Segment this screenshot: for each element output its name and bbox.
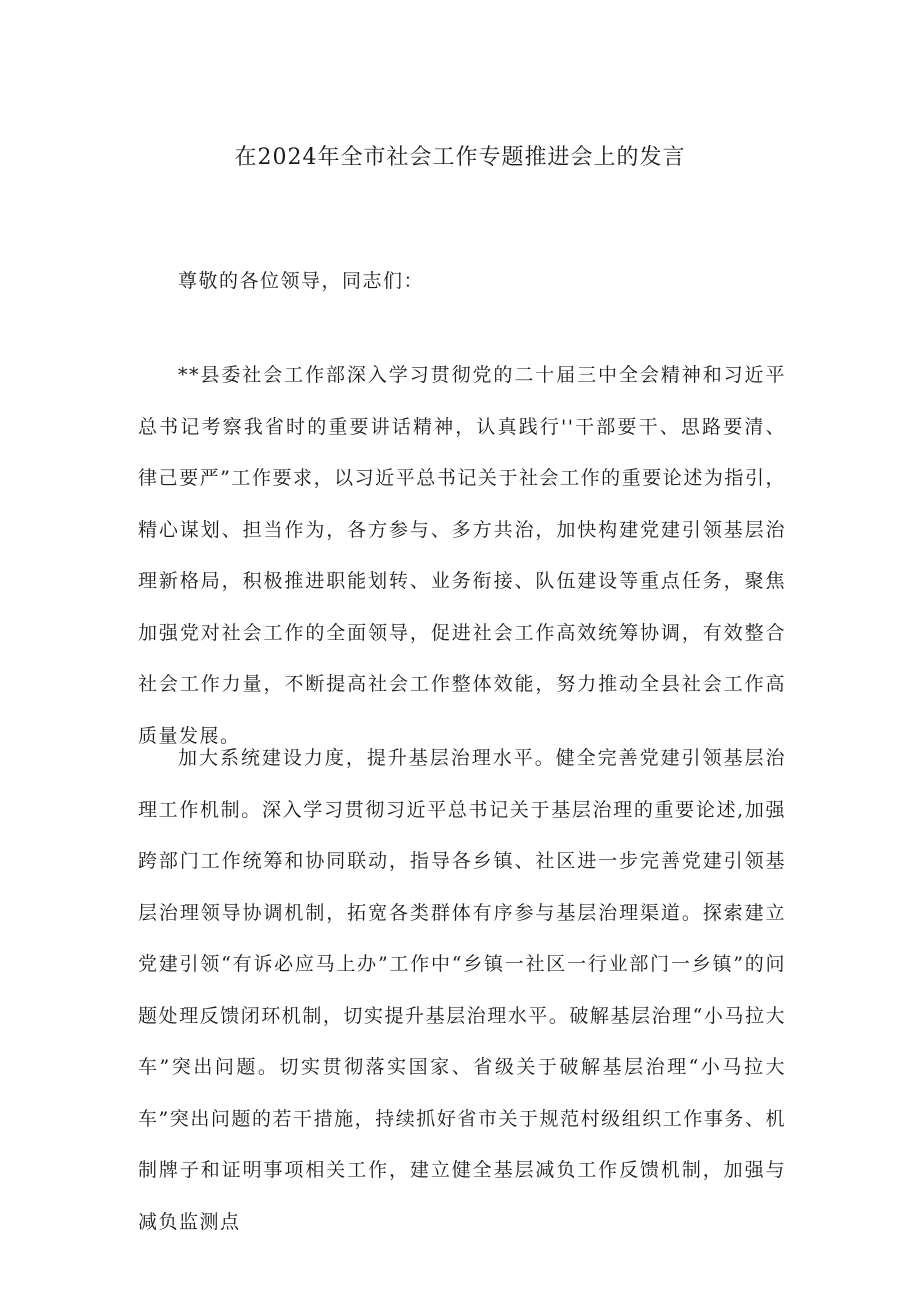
body-paragraph: 加大系统建设力度，提升基层治理水平。健全完善党建引领基层治理工作机制。深入学习贯彻习近平总书记关于基层治理的重要论述,加强跨部门工作统筹和协同联动，指导各乡镇、社区进一步完善党建引领基层治理领导协调机制，拓宽各类群体有序参与基层治理渠道。探索建立党建引领“有诉必应马上办”工作中“乡镇一社区一行业部门一乡镇”的问题处理反馈闭环机制，切实提升基层治理水平。破解基层治理“小马拉大车”突出问题。切实贯彻落实国家、省级关于破解基层治理“小马拉大车”突出问题的若干措施，持续抓好省市关于规范村级组织工作事务、机制牌子和证明事项相关工作，建立健全基层减负工作反馈机制，加强与减负监测点 (138, 747, 786, 1233)
salutation: 尊敬的各位领导，同志们： (178, 270, 425, 292)
body-paragraph: **县委社会工作部深入学习贯彻党的二十届三中全会精神和习近平总书记考察我省时的重要讲话精神，认真践行''干部要干、思路要清、律己要严”工作要求，以习近平总书记关于社会工作的重要论述为指引，精心谋划、担当作为，各方参与、多方共治，加快构建党建引领基层治理新格局，积极推进职能划转、业务衔接、队伍建设等重点任务，聚焦加强党对社会工作的全面领导，促进社会工作高效统筹协调，有效整合社会工作力量，不断提高社会工作整体效能，努力推动全县社会工作高质量发展。 (138, 364, 786, 747)
document-title: 在2024年全市社会工作专题推进会上的发言 (234, 145, 686, 170)
